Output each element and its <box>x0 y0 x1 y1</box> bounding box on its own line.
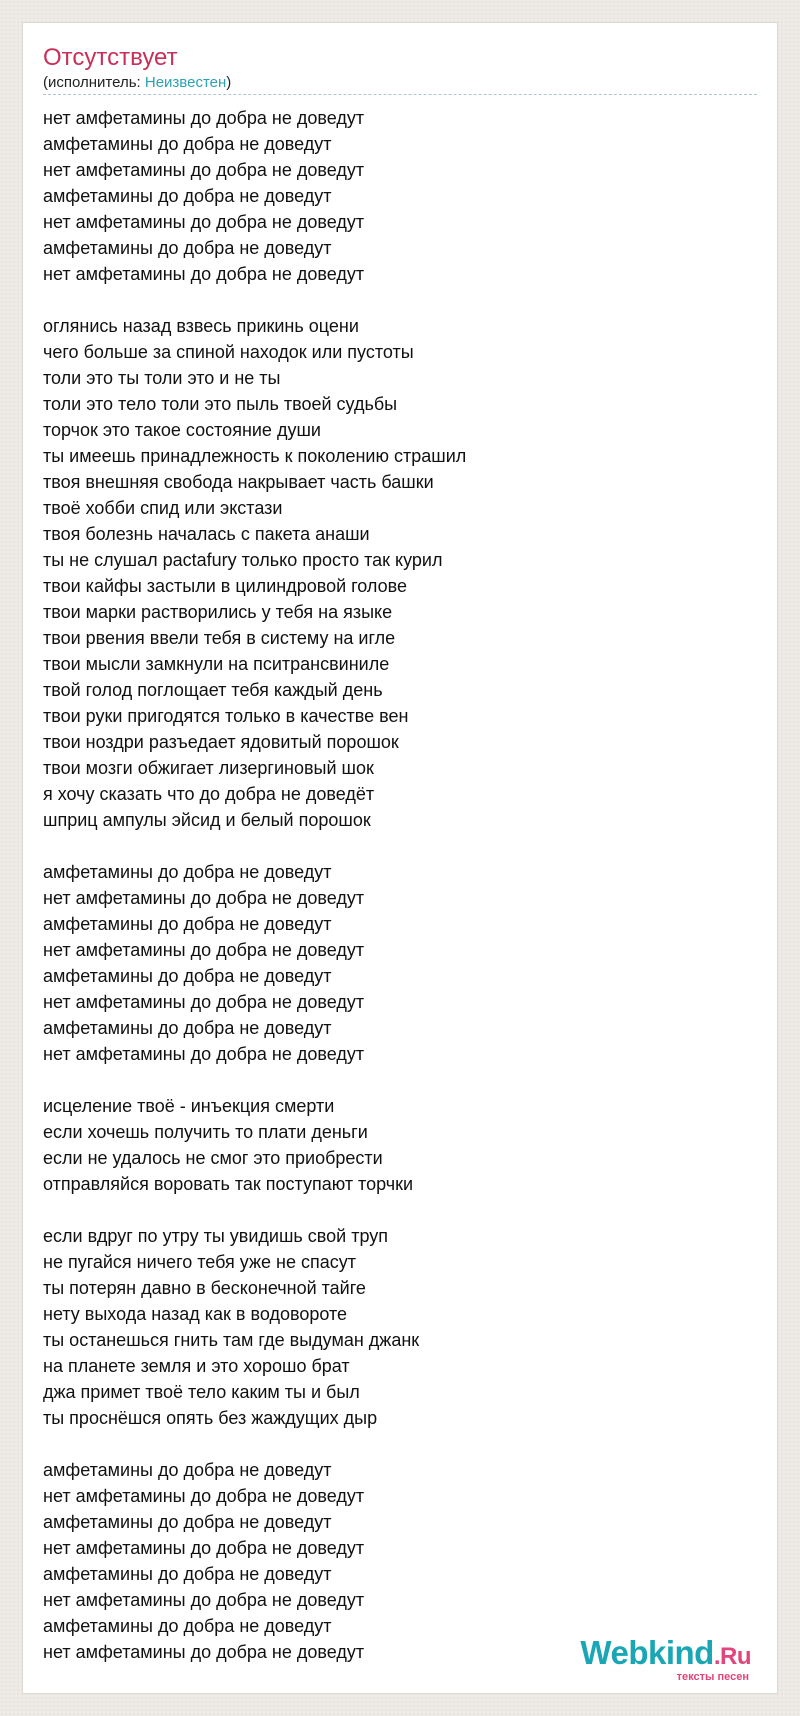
artist-line <box>43 73 231 93</box>
logo-tld: .Ru <box>713 1643 751 1670</box>
lyrics-stanza <box>43 313 743 833</box>
lyric-line: исцеление твоё - инъекция смерти <box>43 1096 335 1116</box>
lyric-line: амфетамины до добра не доведут <box>43 862 332 882</box>
lyrics-stanza <box>43 105 743 287</box>
lyric-line: толи это тело толи это пыль твоей судьбы <box>43 394 398 414</box>
lyric-line: нет амфетамины до добра не доведут <box>43 1642 365 1662</box>
lyric-line: если хочешь получить то плати деньги <box>43 1122 368 1142</box>
lyric-line: амфетамины до добра не доведут <box>43 238 332 258</box>
lyric-line: нет амфетамины до добра не доведут <box>43 108 365 128</box>
lyrics-stanza <box>43 1223 743 1431</box>
logo-name: Webkind <box>580 1634 714 1671</box>
lyric-line: амфетамины до добра не доведут <box>43 1564 332 1584</box>
lyric-line: твои марки растворились у тебя на языке <box>43 602 393 622</box>
lyric-line: твоё хобби спид или экстази <box>43 498 283 518</box>
lyric-line: толи это ты толи это и не ты <box>43 368 281 388</box>
lyric-line: ты имеешь принадлежность к поколению страшил <box>43 446 467 466</box>
lyric-line: нет амфетамины до добра не доведут <box>43 940 365 960</box>
lyric-line: если вдруг по утру ты увидишь свой труп <box>43 1226 389 1246</box>
lyric-line: нет амфетамины до добра не доведут <box>43 264 365 284</box>
lyric-line: твои руки пригодятся только в качестве вен <box>43 706 409 726</box>
lyric-line: нет амфетамины до добра не доведут <box>43 1486 365 1506</box>
lyric-line: твои кайфы застыли в цилиндровой голове <box>43 576 408 596</box>
lyric-line: джа примет твоё тело каким ты и был <box>43 1382 360 1402</box>
lyric-line: твоя внешняя свобода накрывает часть башки <box>43 472 434 492</box>
webkind-logo[interactable] <box>551 1633 751 1689</box>
lyric-line: оглянись назад взвесь прикинь оцени <box>43 316 359 336</box>
lyric-line: твои мозги обжигает лизергиновый шок <box>43 758 374 778</box>
lyric-line: твои мысли замкнули на пситрансвиниле <box>43 654 390 674</box>
song-title: Отсутствует <box>43 44 178 71</box>
lyric-line: чего больше за спиной находок или пустоты <box>43 342 414 362</box>
lyrics-body <box>43 105 743 1691</box>
logo-tagline: тексты песен <box>676 1671 749 1683</box>
lyrics-stanza <box>43 1093 743 1197</box>
lyric-line: нет амфетамины до добра не доведут <box>43 992 365 1012</box>
lyric-line: отправляйся воровать так поступают торчки <box>43 1174 414 1194</box>
lyric-line: твоя болезнь началась с пакета анаши <box>43 524 370 544</box>
lyric-line: нет амфетамины до добра не доведут <box>43 1590 365 1610</box>
lyric-line: ты проснёшся опять без жаждущих дыр <box>43 1408 378 1428</box>
lyric-line: на планете земля и это хорошо брат <box>43 1356 350 1376</box>
lyric-line: амфетамины до добра не доведут <box>43 1512 332 1532</box>
lyric-line: не пугайся ничего тебя уже не спасут <box>43 1252 356 1272</box>
lyric-line: торчок это такое состояние души <box>43 420 321 440</box>
lyric-line: шприц ампулы эйсид и белый порошок <box>43 810 371 830</box>
lyric-line: твои рвения ввели тебя в систему на игле <box>43 628 396 648</box>
lyric-line: нет амфетамины до добра не доведут <box>43 1044 365 1064</box>
lyrics-card <box>22 22 778 1694</box>
artist-prefix: (исполнитель: <box>43 74 145 91</box>
lyric-line: амфетамины до добра не доведут <box>43 134 332 154</box>
lyric-line: если не удалось не смог это приобрести <box>43 1148 383 1168</box>
artist-link[interactable]: Неизвестен <box>144 74 227 91</box>
lyric-line: амфетамины до добра не доведут <box>43 1018 332 1038</box>
lyric-line: нету выхода назад как в водовороте <box>43 1304 348 1324</box>
lyric-line: ты не слушал pactafury только просто так курил <box>43 550 443 570</box>
lyric-line: твои ноздри разъедает ядовитый порошок <box>43 732 399 752</box>
lyric-line: амфетамины до добра не доведут <box>43 1616 332 1636</box>
lyric-line: амфетамины до добра не доведут <box>43 966 332 986</box>
lyric-line: амфетамины до добра не доведут <box>43 186 332 206</box>
lyric-line: нет амфетамины до добра не доведут <box>43 212 365 232</box>
lyric-line: твой голод поглощает тебя каждый день <box>43 680 383 700</box>
lyric-line: нет амфетамины до добра не доведут <box>43 160 365 180</box>
lyric-line: ты останешься гнить там где выдуман джанк <box>43 1330 420 1350</box>
lyric-line: амфетамины до добра не доведут <box>43 914 332 934</box>
lyrics-stanza <box>43 859 743 1067</box>
lyric-line: я хочу сказать что до добра не доведёт <box>43 784 375 804</box>
header-divider <box>43 94 757 95</box>
artist-suffix: ) <box>226 74 232 91</box>
lyric-line: нет амфетамины до добра не доведут <box>43 888 365 908</box>
lyric-line: ты потерян давно в бесконечной тайге <box>43 1278 366 1298</box>
lyric-line: нет амфетамины до добра не доведут <box>43 1538 365 1558</box>
lyric-line: амфетамины до добра не доведут <box>43 1460 332 1480</box>
